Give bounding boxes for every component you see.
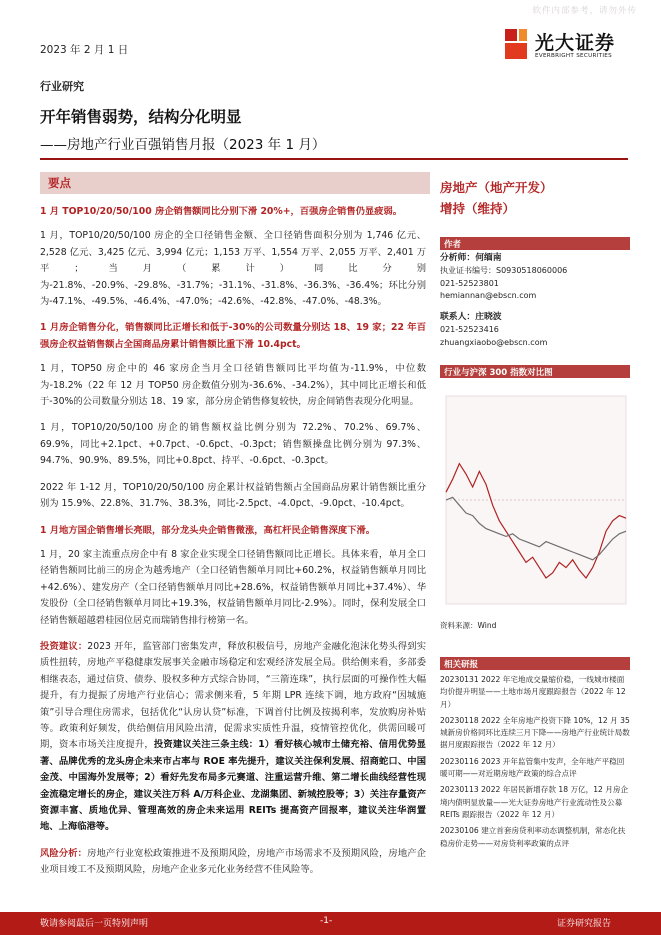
point-5-body: 1 月，20 家主流重点房企中有 8 家企业实现全口径销售额同比正增长。具体来看，单月全口径销售额同比前三的房企为越秀地产（全口径销售额单月同比+60.2%，权益销售额单月同比+42.6%）、建发房产（全口径销售额单月同比+28.6%，权益销售额单月同比+37.4%）、华发股份（全口径销售额单月同比+19.3%，权益销售额单月同比-2.9%）。同时，保利发展全口径销售额超越碧桂园位居克而瑞销售排行榜第一名。	[40, 548, 426, 626]
chart-bar	[440, 365, 630, 378]
report-date: 2023 年 2 月 1 日	[40, 44, 129, 56]
investment-advice	[40, 639, 426, 836]
rating: 增持（维持）	[440, 201, 516, 216]
report-category: 行业研究	[40, 80, 84, 93]
chart-source: 资料来源：Wind	[440, 621, 497, 630]
author-info	[440, 252, 630, 350]
related-report-4[interactable]: 20230113 2022 年居民新增存款 18 万亿，12 月房企境内债明显放量——光大证券房地产行业流动性及公募 REITs 跟踪报告（2022 年 12 月）	[440, 785, 629, 819]
point-3-body: 1 月，TOP10/20/50/100 房企的销售额权益比例分别为 72.2%、70.2%、69.7%、69.9%，同比+2.1pct、+0.7pct、-0.6pct、-0.3pct；销售额操盘比例分别为 97.3%、94.7%、90.9%、89.5%，同比+0.8pct、持平、-0.6pct、-0.3pct。	[40, 422, 426, 467]
contact-name: 联系人：庄晓波	[440, 312, 502, 323]
main-body	[40, 204, 426, 889]
sector-name: 房地产（地产开发）	[440, 180, 553, 195]
watermark: 软件内部参考，请勿外传	[532, 6, 637, 16]
brand-name: 光大证券	[535, 32, 616, 54]
page-subtitle: ——房地产行业百强销售月报（2023 年 1 月）	[40, 137, 326, 153]
risk-label: 风险分析：	[40, 847, 88, 859]
analyst-email[interactable]: hemiannan@ebscn.com	[440, 291, 537, 301]
key-points-bar	[40, 172, 430, 194]
point-5-heading: 1 月地方国企销售增长亮眼，部分龙头央企销售微涨，高杠杆民企销售深度下滑。	[40, 524, 376, 536]
chart-bar-label: 行业与沪深 300 指数对比图	[444, 368, 553, 378]
title-divider	[40, 158, 628, 160]
point-1-body: 1 月，TOP10/20/50/100 房企的全口径销售金额、全口径销售面积分别为 1,746 亿元、2,528 亿元、3,425 亿元、3,994 亿元；1,153 万平、1,554 万平、2,055 万平、2,401 万平；当月（累计）同比分别为-21.8%、-20.9%、-29.8%、-31.7%；-31.1%、-31.8%、-36.3%、-36.4%；环比分别为-47.1%、-49.5%、-46.4%、-47.0%；-42.6%、-42.8%、-47.0%、-48.3%。	[40, 230, 426, 308]
related-report-5[interactable]: 20230106 建立首套房贷利率动态调整机制，常态化扶稳房价走势——对房贷利率政策的点评	[440, 826, 626, 848]
point-2-body: 1 月，TOP50 房企中的 46 家房企当月全口径销售额同比平均值为-11.9%，中位数为-18.2%（22 年 12 月 TOP50 房企数值分别为-36.6%、-34.2%），其中同比正增长和低于-30%的公司数量分别达 18、19 家，部分房企销售修复较快，房企间销售表现分化明显。	[40, 363, 426, 408]
author-bar-label: 作者	[444, 240, 462, 250]
point-4-body: 2022 年 1-12 月，TOP10/20/50/100 房企累计权益销售额占全国商品房累计销售额比重分别为 15.9%、22.8%、31.7%、38.3%，同比-2.5pct、-4.0pct、-9.0pct、-10.4pct。	[40, 481, 426, 510]
risk-analysis	[40, 846, 426, 879]
analyst-phone: 021-52523801	[440, 278, 499, 288]
footer-disclaimer[interactable]: 敬请参阅最后一页特别声明	[40, 919, 149, 929]
analyst-license: 执业证书编号：S0930518060006	[440, 265, 568, 275]
point-2-heading: 1 月房企销售分化，销售额同比正增长和低于-30%的公司数量分别达 18、19 家；22 年百强房企权益销售额占全国商品房累计销售额比重下滑 10.4pct。	[40, 322, 426, 350]
related-bar	[440, 657, 630, 670]
related-report-2[interactable]: 20230118 2022 全年房地产投资下降 10%，12 月 35 城新房价格同环比连续三月下降——房地产行业统计局数据月度跟踪报告（2022 年 12 月）	[440, 715, 630, 750]
brand-name-en: EVERBRIGHT SECURITIES	[535, 53, 612, 59]
risk-text: 房地产行业宽松政策推进不及预期风险，房地产市场需求不及预期风险，房地产企业项目竣工不及预期风险，房地产企业多元化业务经营不佳风险等。	[40, 847, 426, 876]
investment-label: 投资建议：	[40, 640, 88, 652]
everbright-logo-icon	[503, 27, 529, 61]
page-title: 开年销售弱势，结构分化明显	[40, 108, 242, 126]
index-comparison-chart	[440, 382, 632, 618]
author-bar	[440, 237, 630, 250]
investment-mainlines: 投资建议关注三条主线：1）看好核心城市土储充裕、信用优势显著、品牌优秀的龙头房企未来市占率与 ROE 率先提升，建议关注保利发展、招商蛇口、中国金茂、中国海外发展等；2）看好先发布局多元赛道、注重运营升维、第二增长曲线经营性现金流稳定增长的房企，建议关注万科 A/万科企业、龙湖集团、新城控股等；3）关注存量资产资源丰富、质地优异、管理高效的房企未来运用 REITs 提高资产回报率，建议关注华润置地、上海临港等。	[40, 739, 426, 833]
analyst-name: 分析师：何缅南	[440, 253, 502, 263]
contact-email[interactable]: zhuangxiaobo@ebscn.com	[440, 337, 548, 347]
chart-svg	[440, 382, 632, 618]
related-report-1[interactable]: 20230131 2022 年宅地成交量缩价稳，一线城市楼面均价提升明显——土地市场月度跟踪报告（2022 年 12 月）	[440, 675, 626, 709]
contact-phone: 021-52523416	[440, 324, 499, 334]
footer-doc-type: 证券研究报告	[557, 919, 612, 929]
page-number: -1-	[320, 916, 333, 926]
point-1-heading: 1 月 TOP10/20/50/100 房企销售额同比分别下滑 20%+，百强房企销售仍显疲弱。	[40, 206, 403, 217]
related-report-3[interactable]: 20230116 2023 开年监管集中发声，全年地产平稳回暖可期——对近期房地产政策的综合点评	[440, 756, 625, 779]
sector-rating	[440, 177, 553, 219]
key-points-label: 要点	[48, 176, 71, 190]
related-list	[440, 674, 630, 854]
related-bar-label: 相关研报	[444, 660, 479, 670]
investment-text: 2023 开年，监管部门密集发声，释放积极信号，房地产金融化泡沫化势头得到实质性扭转，房地产平稳健康发展事关金融市场稳定和宏观经济发展全局。供给侧来看，多部委相继表态，通过信贷、债券、股权多种方式综合协同，“三箭连珠”，执行层面的可操作性大幅提升，有力提振了房地产行业信心；需求侧来看，5 年期 LPR 连续下调，地方政府“因城施策”引导合理住房需求，包括优化“认房认贷”标准，下调首付比例及按揭利率，发放购房补贴等。政策利好频发，供给侧信用风险出清，促需求实质性升温，疫情管控优化，供需回暖可期，资本市场关注度提升，	[40, 640, 426, 751]
